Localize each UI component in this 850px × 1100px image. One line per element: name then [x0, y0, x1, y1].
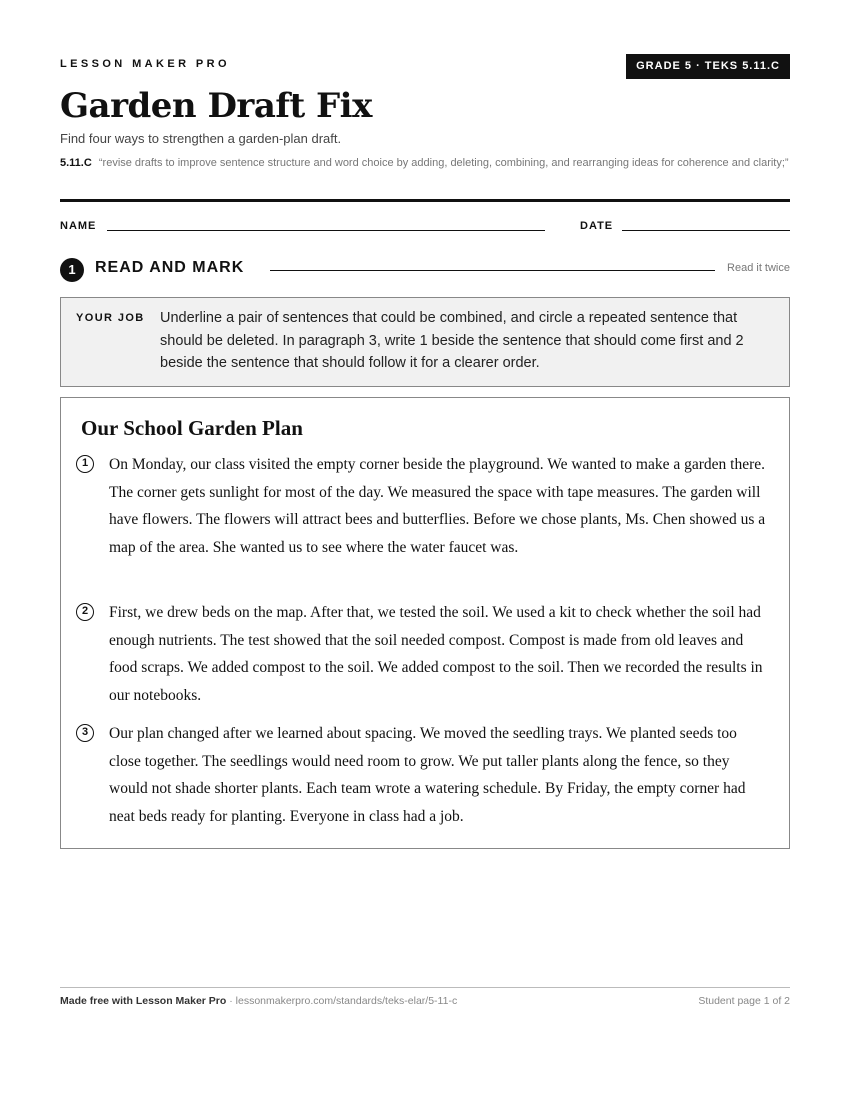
paragraph-text[interactable]: On Monday, our class visited the empty corner beside the playground. We wanted to make a garden there. The corner gets sunlight for most of the day. We measured the space with tape measures. The garden will have flowers. The flowers will attract bees and butterflies. Before we chose plants, Ms. Chen showed us a map of the area. She wanted us to see where the water faucet was. — [109, 456, 766, 557]
passage-title: Our School Garden Plan — [81, 416, 303, 440]
worksheet-page — [60, 0, 790, 1100]
section-number: 1 — [60, 258, 84, 282]
instructions-text: Underline a pair of sentences that could be combined, and circle a repeated sentence that should be deleted. In paragraph 3, write 1 beside the sentence that should come first and 2 beside the sentence that should follow it for a clearer order. — [160, 310, 744, 371]
footer-url[interactable]: · lessonmakerpro.com/standards/teks-elar/5-11-c — [226, 995, 458, 1007]
brand-name: LESSON MAKER PRO — [60, 58, 230, 70]
footer-credit — [60, 995, 457, 1007]
section-header — [60, 258, 790, 282]
paragraph-number: 3 — [76, 724, 94, 742]
standard-code: 5.11.C — [60, 157, 92, 169]
grade-badge: GRADE 5 · TEKS 5.11.C — [626, 54, 790, 79]
date-field[interactable] — [622, 230, 790, 231]
instructions-label: YOUR JOB — [76, 312, 145, 324]
section-note: Read it twice — [727, 262, 790, 274]
page-subtitle: Find four ways to strengthen a garden-plan draft. — [60, 131, 342, 146]
footer-page-number: Student page 1 of 2 — [698, 995, 790, 1007]
name-date-row — [60, 220, 790, 234]
name-label: NAME — [60, 220, 97, 232]
section-title: READ AND MARK — [95, 259, 245, 276]
name-field[interactable] — [107, 230, 545, 231]
header-divider — [60, 199, 790, 202]
passage-box — [60, 397, 790, 849]
standard-text: “revise drafts to improve sentence structure and word choice by adding, deleting, combining, and rearranging ideas for coherence and clarity;” — [98, 157, 789, 169]
standard-description — [60, 155, 790, 172]
page-title: Garden Draft Fix — [60, 86, 372, 126]
paragraph-text[interactable]: First, we drew beds on the map. After that, we tested the soil. We used a kit to check whether the soil had enough nutrients. The test showed that the soil needed compost. Compost is made from old leaves and food scraps. We added compost to the soil. We added compost to the soil. Then we recorded the results in our notebooks. — [109, 604, 763, 705]
footer-divider — [60, 987, 790, 988]
paragraph-number: 1 — [76, 455, 94, 473]
paragraph-text[interactable]: Our plan changed after we learned about spacing. We moved the seedling trays. We planted seeds too close together. The seedlings would need room to grow. We put taller plants along the fence, so they would not shade shorter plants. Each team wrote a watering schedule. By Friday, the empty corner had neat beds ready for planting. Everyone in class had a job. — [109, 725, 746, 826]
instructions-box — [60, 297, 790, 387]
section-divider — [270, 270, 715, 271]
date-label: DATE — [580, 220, 614, 232]
footer-made-with: Made free with Lesson Maker Pro — [60, 995, 227, 1007]
paragraph-number: 2 — [76, 603, 94, 621]
